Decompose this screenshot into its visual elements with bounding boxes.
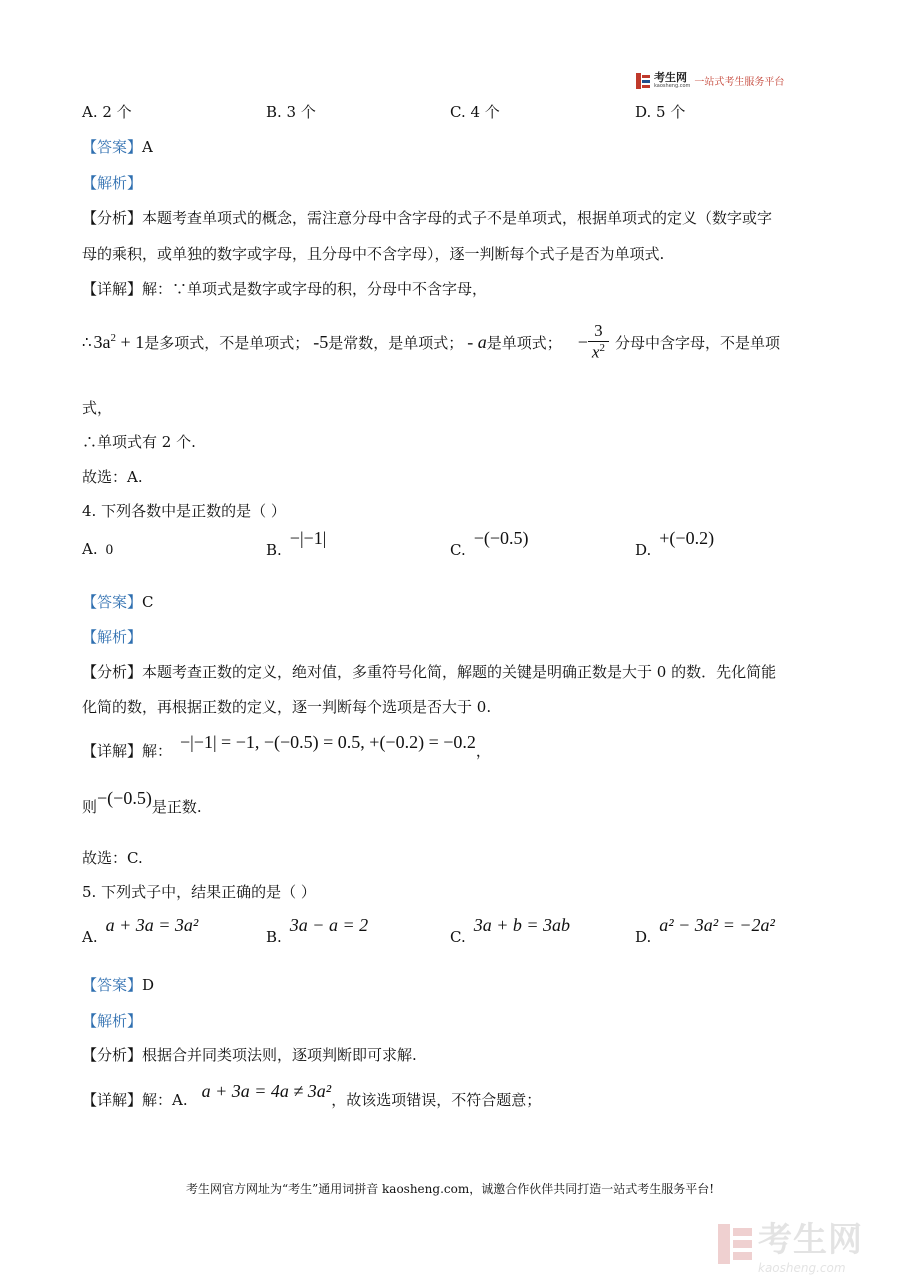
q4-choice: 故选：C. — [82, 849, 143, 867]
q5-option-d: D. a² − 3a² = −2a² — [635, 915, 775, 946]
q5-fenxi-line1 — [82, 1045, 417, 1065]
answer-value: A — [142, 138, 153, 156]
q3-detail-line1 — [82, 279, 487, 299]
fenxi-label: 【分析】 — [82, 663, 143, 681]
detail-label: 【详解】 — [82, 741, 143, 760]
answer-label: 【答案】 — [82, 138, 143, 156]
detail-label: 【详解】 — [82, 280, 143, 298]
detail-expression: −|−1| = −1, −(−0.5) = 0.5, +(−0.2) = −0.2 — [180, 731, 476, 752]
q4-stem: 4. 下列各数中是正数的是（ ） — [82, 502, 286, 520]
detail-expression: a + 3a = 4a ≠ 3a² — [201, 1080, 332, 1101]
kaosheng-logo-icon — [636, 73, 650, 89]
q4-option-b: B. −|−1| — [266, 528, 327, 559]
expr-neg5: -5 — [313, 331, 329, 352]
expr4-desc: 分母中含字母，不是单项 — [614, 333, 780, 352]
q5-analysis-label: 【解析】 — [82, 1012, 143, 1030]
logo-slogan: 一站式考生服务平台 — [694, 77, 785, 88]
q3-option-b: B. 3 个 — [266, 103, 316, 121]
watermark-logo-icon — [718, 1222, 752, 1266]
q3-analysis-label: 【解析】 — [82, 174, 143, 192]
fenxi-label: 【分析】 — [82, 1046, 143, 1064]
q4-fenxi-line2: 化简的数，再根据正数的定义，逐一判断每个选项是否大于 0. — [82, 698, 492, 716]
fenxi-text: 本题考查正数的定义，绝对值，多重符号化简，解题的关键是明确正数是大于 0 的数．先化简能 — [142, 663, 777, 681]
q5-option-a: A. a + 3a = 3a² — [82, 915, 199, 946]
watermark — [718, 1212, 863, 1275]
footer-text: 考生网官方网址为“考生”通用词拼音 kaosheng.com，诚邀合作伙伴共同打造一站式考生服务平台! — [185, 1182, 715, 1196]
q3-conclusion: ∴单项式有 2 个. — [82, 433, 196, 451]
q5-answer — [82, 975, 154, 995]
q3-detail-line3: 式， — [82, 399, 113, 417]
q3-option-a: A. 2 个 — [82, 103, 132, 121]
q4-answer — [82, 592, 154, 612]
answer-label: 【答案】 — [82, 593, 143, 611]
q5-stem: 5. 下列式子中，结果正确的是（ ） — [82, 883, 316, 901]
logo-name: 考生网 — [654, 71, 687, 84]
q4-fenxi-line1 — [82, 662, 776, 682]
q3-choice: 故选：A. — [82, 468, 143, 486]
detail-label: 【详解】 — [82, 1090, 143, 1109]
expr1-desc: 是多项式，不是单项式； — [144, 333, 310, 352]
answer-value: D — [142, 976, 155, 994]
q5-option-b: B. 3a − a = 2 — [266, 915, 369, 946]
watermark-url: kaosheng.com — [758, 1261, 846, 1275]
q3-answer — [82, 137, 153, 157]
expr-3a2-plus-1: $3a^2 + 1$ — [93, 331, 145, 352]
q4-detail-line2: 则 −(−0.5) 是正数. — [82, 787, 202, 816]
q3-option-d: D. 5 个 — [635, 103, 686, 121]
q4-detail-line1: 【详解】 解： −|−1| = −1, −(−0.5) = 0.5, +(−0.2) = −0.2 ， — [82, 731, 491, 760]
then-expression: −(−0.5) — [97, 787, 152, 808]
fenxi-text: 根据合并同类项法则，逐项判断即可求解. — [142, 1046, 417, 1064]
expr3-desc: 是单项式； — [486, 333, 562, 352]
q3-detail-line2 — [82, 312, 780, 372]
detail-text: 解：∵单项式是数字或字母的积，分母中不含字母， — [142, 280, 488, 298]
frac-sign: − — [577, 331, 588, 352]
fenxi-text: 本题考查单项式的概念，需注意分母中含字母的式子不是单项式，根据单项式的定义（数字或字 — [142, 209, 773, 227]
q5-detail-line1: 【详解】 解：A. a + 3a = 4a ≠ 3a² ，故该选项错误，不符合题意； — [82, 1080, 542, 1109]
q4-option-d: D. +(−0.2) — [635, 528, 715, 559]
q4-analysis-label: 【解析】 — [82, 628, 143, 646]
q4-option-a: A. 0 — [82, 540, 114, 558]
answer-label: 【答案】 — [82, 976, 143, 994]
q3-fenxi-line2: 母的乘积，或单独的数字或字母，且分母中不含字母），逐一判断每个式子是否为单项式. — [82, 245, 665, 263]
logo-url: kaosheng.com — [654, 83, 691, 89]
fenxi-label: 【分析】 — [82, 209, 143, 227]
q4-option-c: C. −(−0.5) — [450, 528, 529, 559]
q5-option-c: C. 3a + b = 3ab — [450, 915, 571, 946]
fraction-3-over-x2: $\frac{3}{x^2}$ — [588, 321, 609, 363]
header-logo[interactable] — [636, 72, 784, 89]
q3-fenxi-line1 — [82, 208, 772, 228]
therefore-symbol: ∴ — [82, 333, 92, 351]
expr2-desc: 是常数，是单项式； — [328, 333, 464, 352]
answer-value: C — [142, 593, 154, 611]
q3-option-c: C. 4 个 — [450, 103, 500, 121]
watermark-text: 考生网 — [758, 1220, 863, 1260]
expr-neg-a: - a — [467, 331, 487, 352]
